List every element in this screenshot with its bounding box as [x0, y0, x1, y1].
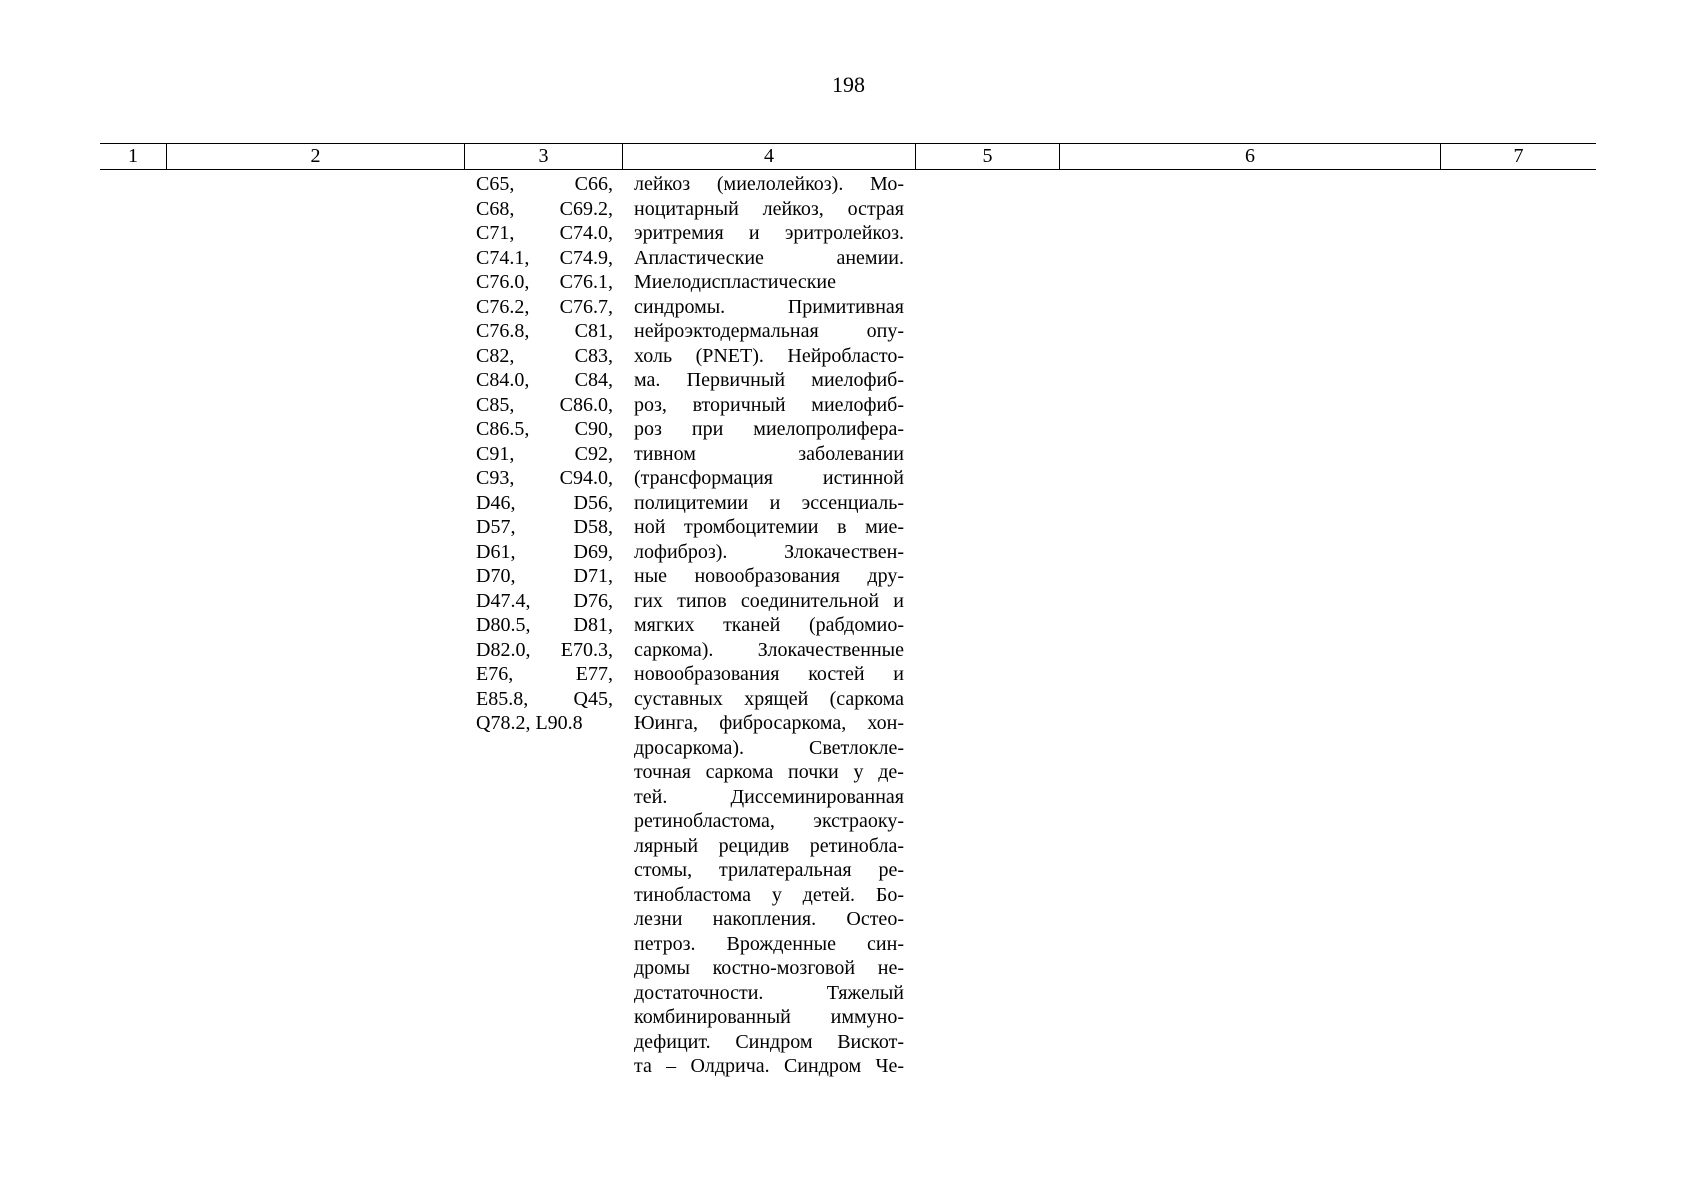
word: Нейробласто- [787, 344, 904, 367]
word: экстраоку- [813, 810, 904, 832]
word: типов [677, 589, 727, 612]
word: Синдром [783, 1055, 862, 1077]
description-line [634, 319, 904, 344]
word: при [691, 418, 724, 440]
word: опу- [866, 320, 904, 342]
word: Светлокле- [809, 736, 904, 759]
description-line [634, 417, 904, 442]
word: Миелодиспластические [634, 271, 837, 293]
word: мие- [865, 516, 904, 538]
icd-code-line [476, 393, 613, 418]
word: и [769, 491, 781, 514]
word: Синдром [735, 1030, 813, 1053]
description-line [634, 1030, 904, 1055]
description-line [634, 687, 904, 712]
word: нейроэктодермальная [634, 320, 819, 342]
word: E70.3, [560, 638, 613, 661]
icd-code-line [476, 491, 613, 516]
table-header-row [100, 143, 1596, 170]
word: трилатеральная [718, 859, 852, 881]
description-line [634, 760, 904, 785]
icd-code-line [476, 613, 613, 638]
icd-code-line [476, 197, 613, 222]
header-col-2: 2 [166, 144, 464, 169]
word: Олдрича. [690, 1055, 770, 1077]
description-line [634, 295, 904, 320]
description-line [634, 540, 904, 565]
description-line [634, 1054, 904, 1079]
word: роз [634, 418, 662, 440]
icd-code-line [476, 540, 613, 565]
word: тромбоцитемии [683, 516, 819, 538]
word: костей [808, 663, 865, 685]
word: E76, [476, 663, 514, 685]
word: достаточности. [634, 981, 764, 1004]
word: D57, [476, 516, 516, 538]
word: хрящей [744, 687, 809, 710]
word: ной [634, 516, 666, 538]
word: истинной [822, 467, 904, 489]
description-line [634, 1005, 904, 1030]
icd-code-line [476, 246, 613, 271]
page-number: 198 [832, 72, 865, 97]
description-line [634, 466, 904, 491]
description-line [634, 344, 904, 369]
word: ретинобла- [809, 834, 904, 857]
word: стомы, [634, 859, 693, 881]
description-line [634, 662, 904, 687]
word: C82, [476, 344, 515, 367]
description-line [634, 221, 904, 246]
word: тей. [634, 785, 668, 808]
description-line [634, 956, 904, 981]
word: и [893, 663, 904, 685]
word: у [771, 883, 782, 906]
word: Апластические [634, 246, 764, 269]
word: ма. [634, 369, 661, 391]
word: Первичный [686, 369, 786, 391]
word: дромы [634, 957, 690, 979]
word: Мо- [870, 173, 904, 195]
icd-code-line [476, 515, 613, 540]
word: D61, [476, 540, 516, 563]
word: иммуно- [830, 1006, 904, 1028]
word: (саркома [829, 687, 904, 710]
description-line [634, 785, 904, 810]
word: C74.9, [559, 246, 613, 269]
word: C94.0, [559, 467, 613, 489]
description-line [634, 638, 904, 663]
description-line [634, 613, 904, 638]
word: суставных [634, 687, 723, 710]
description-line [634, 197, 904, 222]
description-line [634, 858, 904, 883]
icd-code-line [476, 442, 613, 467]
word: E77, [575, 663, 613, 685]
word: C85, [476, 393, 515, 416]
icd-code-line [476, 417, 613, 442]
word: C65, [476, 173, 515, 195]
word: C91, [476, 442, 515, 465]
word: D47.4, [476, 589, 531, 612]
word: D82.0, [476, 638, 531, 661]
header-col-1: 1 [128, 145, 138, 167]
word: мягких [634, 614, 695, 636]
description-line [634, 442, 904, 467]
icd-code-line [476, 687, 613, 712]
icd-code-line [476, 662, 613, 687]
word: C93, [476, 467, 515, 489]
word: эссенциаль- [801, 491, 904, 514]
icd-code-line [476, 221, 613, 246]
word: Остео- [846, 908, 904, 930]
description-line [634, 736, 904, 761]
word: D46, [476, 491, 516, 514]
icd-codes-cell [476, 172, 613, 736]
word: точная [634, 761, 691, 783]
word: Q78.2, L90.8 [476, 712, 583, 734]
word: D70, [476, 565, 516, 587]
word: комбинированный [634, 1006, 791, 1028]
word: саркома). [634, 638, 714, 661]
description-line [634, 883, 904, 908]
description-line [634, 491, 904, 516]
description-line [634, 515, 904, 540]
word: C86.0, [559, 393, 613, 416]
word: лофиброз). [634, 540, 728, 563]
word: лярный [634, 834, 699, 857]
header-col-3: 3 [464, 144, 622, 169]
header-col-5: 5 [915, 144, 1059, 169]
description-line [634, 564, 904, 589]
icd-code-line [476, 368, 613, 393]
word: эритролейкоз. [784, 222, 904, 244]
word: у [853, 761, 864, 783]
word: Юинга, [634, 712, 699, 734]
icd-code-line [476, 564, 613, 589]
word: E85.8, [476, 687, 529, 710]
description-line [634, 172, 904, 197]
word: C76.7, [559, 295, 613, 318]
word: – [666, 1055, 677, 1077]
word: D76, [573, 589, 613, 612]
word: C92, [574, 442, 613, 465]
word: новообразования [694, 565, 840, 587]
description-line [634, 907, 904, 932]
description-line [634, 589, 904, 614]
word: миелофиб- [811, 369, 904, 391]
icd-code-line [476, 589, 613, 614]
word: C69.2, [559, 197, 613, 220]
description-line [634, 834, 904, 859]
word: C76.0, [476, 271, 530, 293]
description-line [634, 981, 904, 1006]
word: костно-мозговой [712, 957, 856, 979]
word: ретинобластома, [634, 810, 775, 832]
word: синдромы. [634, 295, 726, 318]
description-line [634, 393, 904, 418]
word: D71, [573, 565, 613, 587]
description-line [634, 932, 904, 957]
word: (миелолейкоз). [716, 173, 844, 195]
word: C84.0, [476, 369, 530, 391]
word: рецидив [718, 834, 790, 857]
header-col-6: 6 [1059, 144, 1440, 169]
word: Примитивная [787, 295, 904, 318]
word: та [634, 1055, 652, 1077]
word: D80.5, [476, 614, 531, 636]
word: дросаркома). [634, 736, 745, 759]
word: Бо- [875, 883, 904, 906]
description-line [634, 711, 904, 736]
icd-code-line [476, 172, 613, 197]
word: D56, [573, 491, 613, 514]
word: дефицит. [634, 1030, 711, 1053]
word: Вискот- [837, 1030, 904, 1053]
word: фибросаркома, [719, 712, 847, 734]
word: детей. [802, 883, 856, 906]
header-col-4: 4 [622, 144, 915, 169]
icd-code-line [476, 466, 613, 491]
word: лейкоз [634, 173, 691, 195]
word: вторичный [692, 393, 786, 416]
word: C71, [476, 222, 515, 244]
word: Q45, [573, 687, 613, 710]
word: Диссеминированная [730, 785, 904, 808]
word: лезни [634, 908, 683, 930]
word: C76.2, [476, 295, 530, 318]
word: дру- [867, 565, 904, 587]
word: лейкоз, [762, 197, 824, 220]
word: C83, [574, 344, 613, 367]
word: C66, [574, 173, 613, 195]
word: острая [847, 197, 904, 220]
word: D69, [573, 540, 613, 563]
description-line [634, 246, 904, 271]
word: роз, [634, 393, 667, 416]
word: ре- [878, 859, 904, 881]
word: син- [867, 932, 904, 955]
word: и [893, 589, 904, 612]
word: ные [634, 565, 668, 587]
word: Тяжелый [826, 981, 904, 1004]
word: анемии. [836, 246, 904, 269]
word: Врожденные [726, 932, 836, 955]
word: саркома [705, 761, 774, 783]
icd-code-line [476, 295, 613, 320]
word: D58, [573, 516, 613, 538]
word: холь [634, 344, 673, 367]
word: Че- [875, 1055, 904, 1077]
header-col-7: 7 [1440, 144, 1596, 169]
word: C86.5, [476, 418, 530, 440]
word: C76.8, [476, 320, 530, 342]
description-line [634, 368, 904, 393]
icd-code-line [476, 344, 613, 369]
word: петроз. [634, 932, 696, 955]
word: и [748, 222, 760, 244]
description-line [634, 270, 904, 295]
word: не- [877, 957, 904, 979]
word: C76.1, [559, 271, 613, 293]
word: C90, [574, 418, 613, 440]
icd-code-line [476, 638, 613, 663]
word: (PNET). [695, 344, 764, 367]
word: C84, [574, 369, 613, 391]
word: C81, [574, 320, 613, 342]
word: соединительной [740, 589, 880, 612]
word: тивном [634, 442, 696, 465]
word: заболевании [798, 442, 904, 465]
word: Злокачественные [757, 638, 904, 661]
word: в [837, 516, 847, 538]
word: (трансформация [634, 467, 774, 489]
icd-code-line [476, 270, 613, 295]
icd-code-line [476, 711, 613, 736]
word: де- [878, 761, 904, 783]
word: накопления. [712, 908, 817, 930]
word: ноцитарный [634, 197, 739, 220]
word: Злокачествен- [784, 540, 904, 563]
word: полицитемии [634, 491, 749, 514]
word: хон- [867, 712, 904, 734]
icd-code-line [476, 319, 613, 344]
word: тканей [723, 614, 781, 636]
word: эритремия [634, 222, 724, 244]
word: D81, [573, 614, 613, 636]
word: миелопролифера- [753, 418, 904, 440]
description-line [634, 809, 904, 834]
word: тинобластома [634, 883, 752, 906]
word: почки [788, 761, 839, 783]
word: C74.0, [559, 222, 613, 244]
word: (рабдомио- [808, 614, 904, 636]
word: C74.1, [476, 246, 530, 269]
diagnosis-description-cell [634, 172, 904, 1079]
word: миелофиб- [811, 393, 904, 416]
word: новообразования [634, 663, 780, 685]
word: гих [634, 589, 663, 612]
word: C68, [476, 197, 515, 220]
